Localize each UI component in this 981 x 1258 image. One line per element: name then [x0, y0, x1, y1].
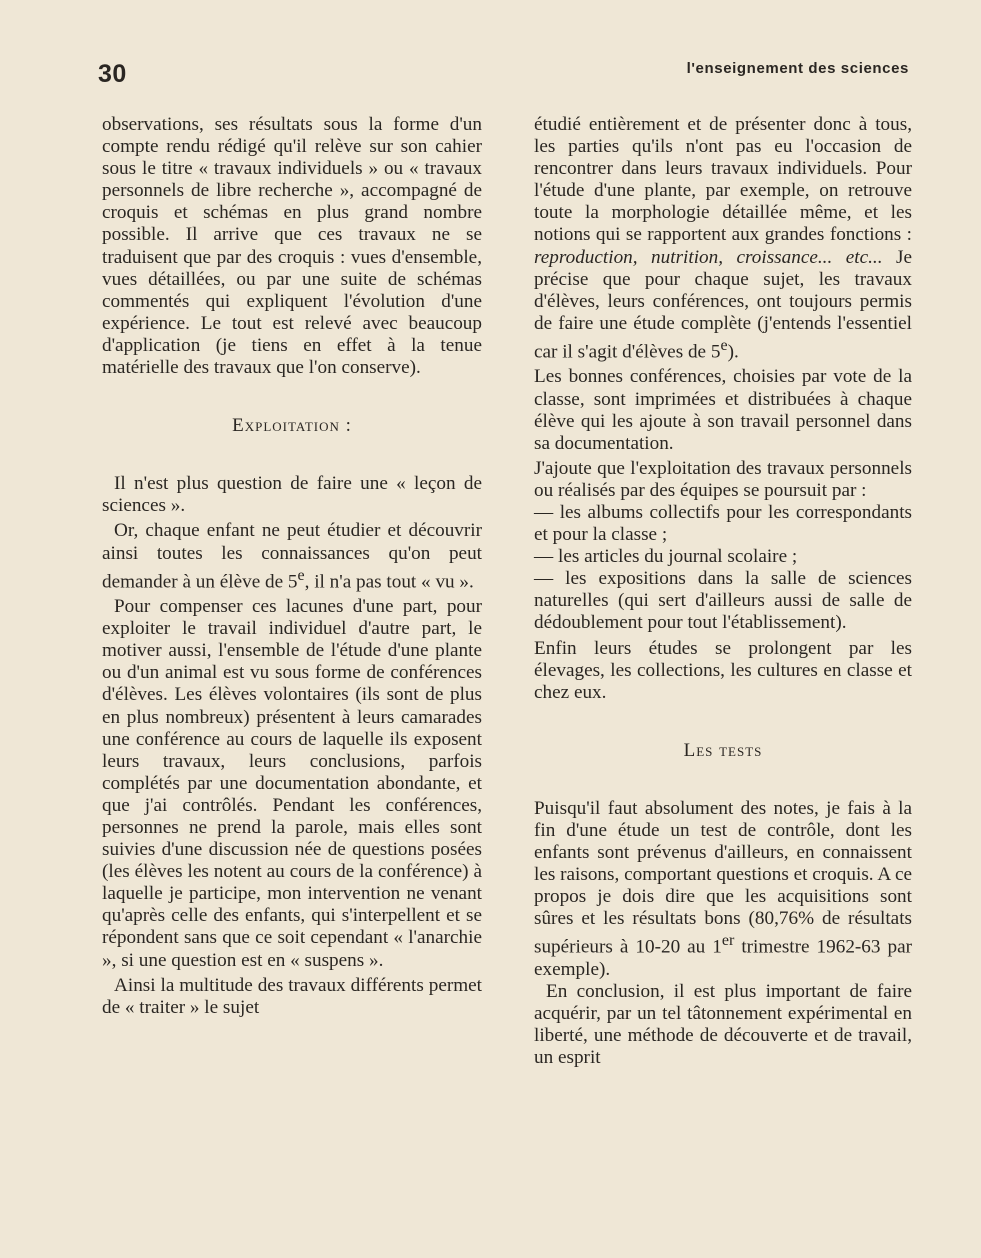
- paragraph: Il n'est plus question de faire une « leçon de sciences ».: [102, 473, 482, 517]
- paragraph: Ainsi la multitude des travaux différents permet de « traiter » le sujet: [102, 974, 482, 1018]
- section-heading-tests: Les tests: [683, 739, 763, 761]
- paragraph: J'ajoute que l'exploitation des travaux personnels ou réalisés par des équipes se poursuit par :: [534, 457, 912, 501]
- right-column: [534, 114, 912, 1069]
- paragraph: observations, ses résultats sous la forme d'un compte rendu rédigé qu'il relève sur son cahier sous le titre « travaux individuels » ou « travaux personnels de libre recherche », accompagné de croquis et schémas en plus grand nombre possible. Il arrive que ces travaux ne se traduisent que par des croquis : vues d'ensemble, vues détaillées, ou par une suite de schémas commentés qui expliquent l'évolution d'une expérience. Le tout est relevé avec beaucoup d'application (je tiens en effet à la tenue matérielle des travaux que l'on conserve).: [102, 114, 482, 379]
- list-item: — les articles du journal scolaire ;: [534, 546, 798, 568]
- running-title: l'enseignement des sciences: [686, 60, 909, 77]
- paragraph: Pour compenser ces lacunes d'une part, pour exploiter le travail individuel d'autre part, le motiver aussi, l'ensemble de l'étude d'une plante ou d'un animal est vu sous forme de conférences d'élèves. Les élèves volontaires (ils sont de plus en plus nombreux) présentent à leurs camarades une conférence au cours de laquelle ils exposent leurs travaux, leurs conclusions, parfois complétés par une documentation abondante, et que j'ai contrôlés. Pendant les conférences, personnes ne prend la parole, mais elles sont suivies d'une discussion née de questions posées (les élèves les notent au cours de la conférence) à laquelle je participe, mon intervention ne venant qu'après celle des enfants, qui s'interpellent et se répondent sans que ce soit cependant « l'anarchie », si une question est en « suspens ».: [102, 596, 482, 971]
- left-column: [102, 114, 482, 1019]
- section-heading-exploitation: Exploitation :: [232, 415, 352, 437]
- paragraph: En conclusion, il est plus important de faire acquérir, par un tel tâtonnement expérimental en liberté, une méthode de découverte et de travail, un esprit: [534, 981, 912, 1069]
- paragraph: Les bonnes conférences, choisies par vote de la classe, sont imprimées et distribuées à chaque élève qui les ajoute à son travail personnel dans sa documentation.: [534, 366, 912, 454]
- paragraph: Puisqu'il faut absolument des notes, je fais à la fin d'une étude un test de contrôle, dont les enfants sont prévenus d'ailleurs, en connaissent les raisons, comportant questions et croquis. A ce propos je dois dire que les acquisitions sont sûres et les résultats bons (80,76% de résultats supérieurs à 10-20 au 1er trimestre 1962-63 par exemple).: [534, 797, 913, 980]
- page-number: 30: [98, 60, 127, 88]
- list-item: — les expositions dans la salle de sciences naturelles (qui sert d'ailleurs aussi de salle de dédoublement pour tout l'établissement).: [534, 568, 912, 634]
- paragraph: étudié entièrement et de présenter donc à tous, les parties qu'ils n'ont pas eu l'occasion de rencontrer dans leurs travaux individuels. Pour l'étude d'une plante, par exemple, on retrouve toute la morphologie détaillée même, et les notions qui se rapportent aux grandes fonctions : reproduction, nutrition, croissance... etc... Je précise que pour chaque sujet, les travaux d'élèves, leurs conférences, ont toujours permis de faire une étude complète (j'entends l'essentiel car il s'agit d'élèves de 5e).: [534, 114, 912, 363]
- paragraph: Or, chaque enfant ne peut étudier et découvrir ainsi toutes les connaissances qu'on peut demander à un élève de 5e, il n'a pas tout « vu ».: [102, 520, 482, 592]
- paragraph: Enfin leurs études se prolongent par les élevages, les collections, les cultures en classe et chez eux.: [534, 637, 912, 703]
- list-item: — les albums collectifs pour les correspondants et pour la classe ;: [534, 501, 912, 546]
